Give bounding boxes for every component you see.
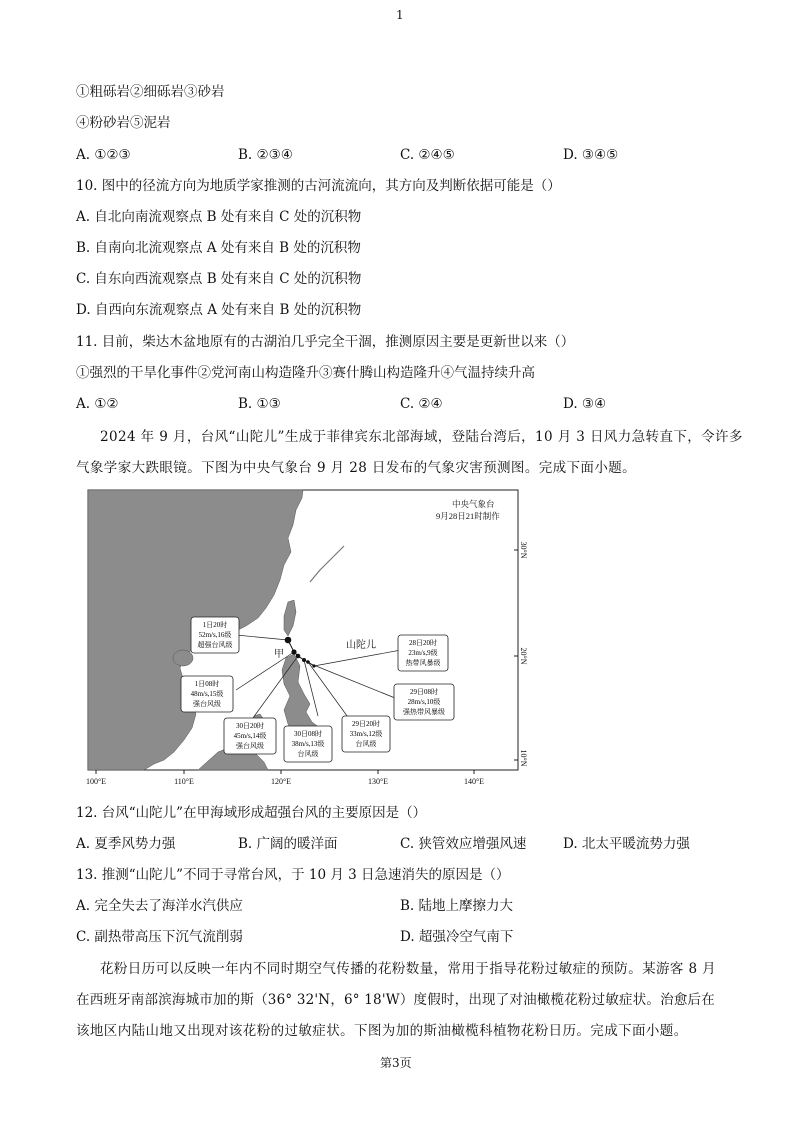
q13-choice-a: A. 完全失去了海洋水汽供应 (76, 898, 243, 914)
lat-label-20n: 20°N (519, 647, 528, 665)
forecast-box-6-time: 28日20时 (409, 639, 437, 647)
lon-label-130e: 130°E (367, 777, 389, 786)
forecast-box-1-speed: 52m/s,16级 (198, 631, 232, 639)
q9-options-line2: ④粉砂岩⑤泥岩 (76, 115, 171, 131)
passage2-line3: 该地区内陆山地又出现对该花粉的过敏症状。下图为加的斯油橄榄科植物花粉日历。完成下面小题。 (76, 1023, 688, 1039)
track-point-2 (291, 649, 296, 654)
hainan-island (173, 650, 193, 666)
forecast-box-5-time: 29日20时 (352, 720, 380, 728)
lon-label-120e: 120°E (270, 777, 292, 786)
q12-choice-b: B. 广阔的暖洋面 (238, 836, 338, 852)
forecast-box-2-time: 1日08时 (194, 680, 220, 688)
q11-stem: 11. 目前，柴达木盆地原有的古湖泊几乎完全干涸，推测原因主要是更新世以来（） (76, 334, 575, 350)
forecast-box-4-time: 30日08时 (294, 730, 322, 738)
forecast-box-7 (394, 684, 454, 720)
q13-choice-b: B. 陆地上摩擦力大 (400, 898, 514, 914)
track-point-1 (285, 637, 292, 644)
q12-choice-c: C. 狭管效应增强风速 (400, 836, 527, 852)
forecast-box-1-level: 超强台风级 (197, 641, 233, 649)
lat-label-10n: 10°N (519, 749, 528, 767)
forecast-box-1-time: 1日20时 (202, 621, 228, 629)
map-source-line2: 9月28日21时制作 (436, 511, 500, 521)
typhoon-name-label: 山陀儿 (346, 640, 376, 651)
passage2-line1: 花粉日历可以反映一年内不同时期空气传播的花粉数量，常用于指导花粉过敏症的预防。某游客 8 月 (100, 961, 717, 977)
track-point-6 (312, 664, 315, 667)
q11-options: ①强烈的干旱化事件②党河南山构造隆升③赛什腾山构造隆升④气温持续升高 (76, 365, 535, 381)
q9-choice-a: A. ①②③ (76, 147, 131, 163)
point-label-jia: 甲 (274, 649, 284, 660)
forecast-box-2 (181, 676, 233, 712)
forecast-box-5-level: 台风级 (355, 740, 377, 748)
q12-choice-a: A. 夏季风势力强 (76, 836, 176, 852)
q9-choice-d: D. ③④⑤ (563, 147, 619, 163)
forecast-box-5-speed: 33m/s,12级 (349, 730, 383, 738)
track-point-5 (306, 660, 310, 664)
forecast-box-4-level: 台风级 (297, 750, 319, 758)
passage1-line2: 气象学家大跌眼镜。下图为中央气象台 9 月 28 日发布的气象灾害预测图。完成下面小题。 (76, 460, 637, 476)
forecast-box-4 (284, 726, 332, 762)
forecast-box-3-speed: 45m/s,14级 (233, 732, 267, 740)
lon-label-100e: 100°E (85, 777, 107, 786)
track-point-4 (302, 658, 306, 662)
q9-options-line1: ①粗砾岩②细砾岩③砂岩 (76, 84, 225, 100)
forecast-box-3-level: 强台风级 (236, 742, 264, 750)
q12-stem: 12. 台风“山陀儿”在甲海域形成超强台风的主要原因是（） (76, 805, 427, 821)
forecast-box-6 (398, 635, 448, 671)
typhoon-forecast-map (85, 490, 528, 790)
passage2-line2: 在西班牙南部滨海城市加的斯（36° 32'N，6° 18'W）度假时，出现了对油橄榄花粉过敏症状。治愈后在 (76, 992, 715, 1008)
forecast-box-3 (224, 718, 276, 754)
q12-choice-d: D. 北太平暖流势力强 (563, 836, 690, 852)
q13-choice-d: D. 超强冷空气南下 (400, 929, 514, 945)
q13-stem: 13. 推测“山陀儿”不同于寻常台风，于 10 月 3 日急速消失的原因是（） (76, 867, 510, 883)
q10-choice-b: B. 自南向北流观察点 A 处有来自 B 处的沉积物 (76, 240, 361, 256)
forecast-box-3-time: 30日20时 (236, 722, 264, 730)
forecast-box-2-level: 强台风级 (193, 700, 221, 708)
q10-choice-c: C. 自东向西流观察点 B 处有来自 C 处的沉积物 (76, 271, 362, 287)
forecast-box-7-time: 29日08时 (410, 688, 438, 696)
q13-choice-c: C. 副热带高压下沉气流削弱 (76, 929, 243, 945)
passage1-line1: 2024 年 9 月，台风“山陀儿”生成于菲律宾东北部海域，登陆台湾后，10 月 3 日风力急转直下，令许多 (100, 429, 743, 445)
q10-choice-d: D. 自西向东流观察点 A 处有来自 B 处的沉积物 (76, 302, 362, 318)
q10-choice-a: A. 自北向南流观察点 B 处有来自 C 处的沉积物 (76, 209, 362, 225)
forecast-box-6-level: 热带风暴级 (405, 659, 441, 667)
track-point-3 (296, 654, 301, 659)
page-footer-label: 第3页 (380, 1056, 412, 1070)
map-source-line1: 中央气象台 (452, 499, 495, 509)
q11-choice-b: B. ①③ (238, 396, 281, 412)
forecast-box-1 (191, 617, 239, 653)
lon-label-140e: 140°E (463, 777, 485, 786)
q10-stem: 10. 图中的径流方向为地质学家推测的古河流流向，其方向及判断依据可能是（） (76, 178, 561, 194)
forecast-box-7-speed: 28m/s,10级 (407, 698, 441, 706)
lat-label-30n: 30°N (519, 541, 528, 559)
forecast-box-5 (342, 716, 390, 752)
forecast-box-6-speed: 23m/s,9级 (408, 649, 438, 657)
lon-label-110e: 110°E (174, 777, 194, 786)
q11-choice-c: C. ②④ (400, 396, 443, 412)
forecast-box-7-level: 强热带风暴级 (403, 708, 445, 716)
forecast-box-4-speed: 38m/s,13级 (291, 740, 325, 748)
forecast-box-2-speed: 48m/s,15级 (190, 690, 224, 698)
page-number-top: 1 (396, 8, 404, 22)
q11-choice-d: D. ③④ (563, 396, 607, 412)
q9-choice-c: C. ②④⑤ (400, 147, 455, 163)
q9-choice-b: B. ②③④ (238, 147, 293, 163)
q11-choice-a: A. ①② (76, 396, 119, 412)
